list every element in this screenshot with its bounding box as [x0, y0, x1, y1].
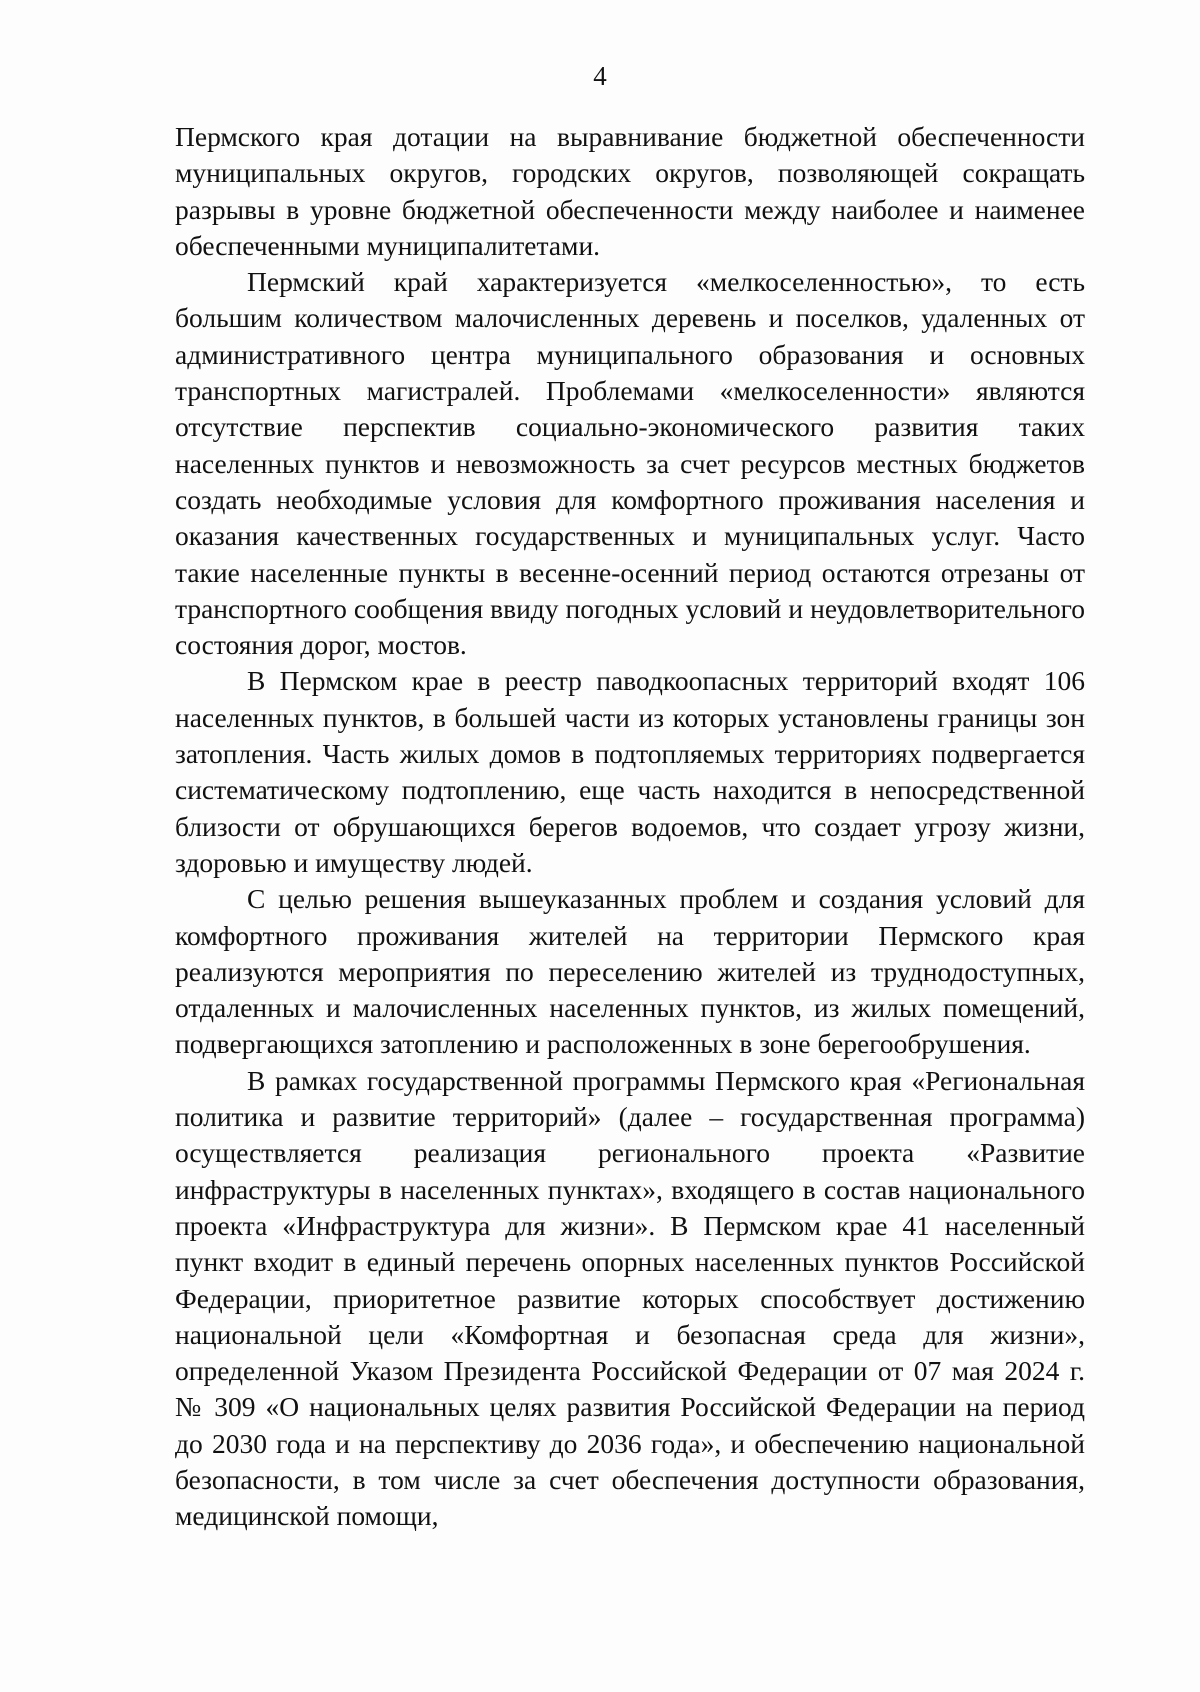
page-number: 4	[593, 61, 607, 91]
document-body	[175, 119, 1085, 1535]
paragraph-2: Пермский край характеризуется «мелкоселенностью», то есть большим количеством малочисленных деревень и поселков, удаленных от административного центра муниципального образования и основных транспортных магистралей. Проблемами «мелкоселенности» являются отсутствие перспектив социально-экономического развития таких населенных пунктов и невозможность за счет ресурсов местных бюджетов создать необходимые условия для комфортного проживания населения и оказания качественных государственных и муниципальных услуг. Часто такие населенные пункты в весенне-осенний период остаются отрезаны от транспортного сообщения ввиду погодных условий и неудовлетворительного состояния дорог, мостов.	[175, 266, 1085, 661]
paragraph-5: В рамках государственной программы Пермского края «Региональная политика и развитие территорий» (далее – государственная программа) осуществляется реализация регионального проекта «Развитие инфраструктуры в населенных пунктах», входящего в состав национального проекта «Инфраструктура для жизни». В Пермском крае 41 населенный пункт входит в единый перечень опорных населенных пунктов Российской Федерации, приоритетное развитие которых способствует достижению национальной цели «Комфортная и безопасная среда для жизни», определенной Указом Президента Российской Федерации от 07 мая 2024 г. № 309 «О национальных целях развития Российской Федерации на период до 2030 года и на перспективу до 2036 года», и обеспечению национальной безопасности, в том числе за счет обеспечения доступности образования, медицинской помощи,	[175, 1064, 1085, 1532]
paragraph-1: Пермского края дотации на выравнивание бюджетной обеспеченности муниципальных округов, городских округов, позволяющей сокращать разрывы в уровне бюджетной обеспеченности между наиболее и наименее обеспеченными муниципалитетами.	[175, 121, 1085, 261]
paragraph-3: В Пермском крае в реестр паводкоопасных территорий входят 106 населенных пунктов, в большей части из которых установлены границы зон затопления. Часть жилых домов в подтопляемых территориях подвергается систематическому подтоплению, еще часть находится в непосредственной близости от обрушающихся берегов водоемов, что создает угрозу жизни, здоровью и имуществу людей.	[175, 665, 1085, 878]
paragraph-4: С целью решения вышеуказанных проблем и создания условий для комфортного проживания жителей на территории Пермского края реализуются мероприятия по переселению жителей из труднодоступных, отдаленных и малочисленных населенных пунктов, из жилых помещений, подвергающихся затоплению и расположенных в зоне берегообрушения.	[175, 883, 1085, 1060]
